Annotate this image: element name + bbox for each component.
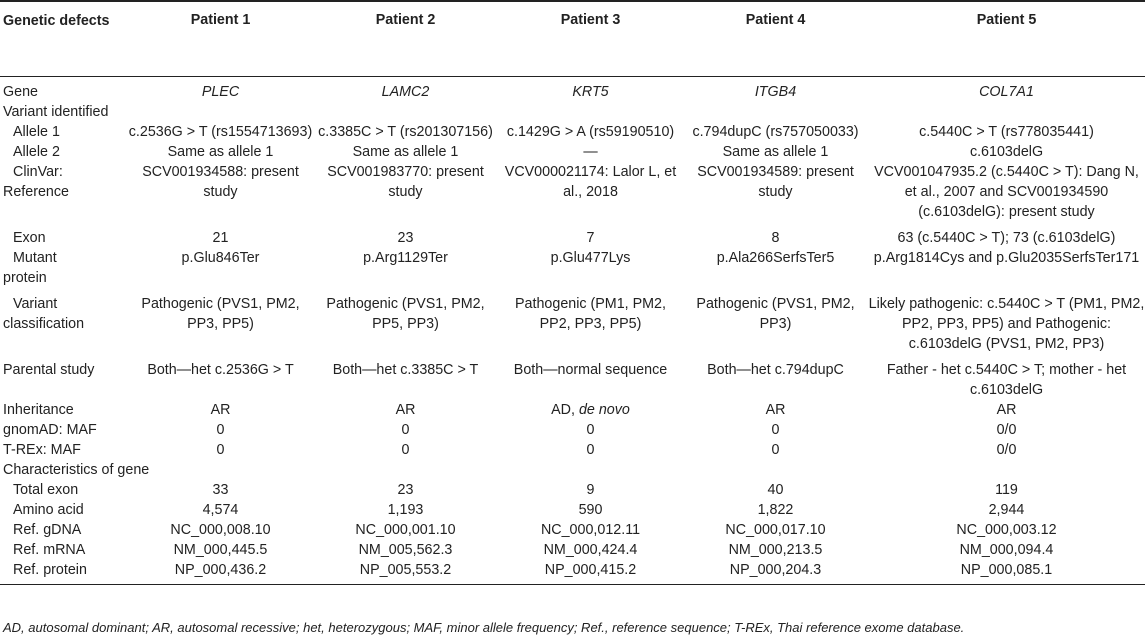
cell: NC_000,017.10 — [725, 522, 826, 538]
row-label: Exon — [13, 230, 46, 246]
cell: Pathogenic (PM1, PM2, PP2, PP3, PP5) — [515, 296, 666, 332]
cell: Pathogenic (PVS1, PM2, PP5, PP3) — [326, 296, 485, 332]
row-label: Allele 2 — [13, 144, 60, 160]
table-row-trex — [0, 440, 1145, 460]
cell: NM_000,094.4 — [959, 542, 1054, 558]
cell: 7 — [586, 230, 595, 246]
cell: Both—normal sequence — [513, 362, 668, 378]
header-patient-3: Patient 3 — [498, 1, 683, 77]
table-row-parental-study — [0, 354, 1145, 400]
cell: c.1429G > A (rs59190510) — [506, 124, 675, 140]
cell: p.Glu477Lys — [550, 250, 631, 266]
inheritance-de-novo: de novo — [578, 402, 630, 418]
table-row-variant-identified — [0, 102, 1145, 122]
row-label — [0, 162, 128, 222]
cell: AR — [210, 402, 231, 418]
cell: 8 — [771, 230, 780, 246]
cell: NC_000,012.11 — [540, 522, 641, 538]
header-patient-1: Patient 1 — [128, 1, 313, 77]
cell: 119 — [995, 482, 1018, 498]
row-label: Ref. gDNA — [13, 522, 82, 538]
cell: Likely pathogenic: c.5440C > T (PM1, PM2, PP2, PP3, PP5) and Pathogenic: c.6103delG (PVS1, PM2, PP3) — [868, 296, 1145, 352]
cell: NM_000,213.5 — [728, 542, 823, 558]
row-label: Amino acid — [13, 502, 84, 518]
cell: NC_000,003.12 — [956, 522, 1057, 538]
row-label: T-REx: MAF — [3, 442, 81, 458]
cell: c.6103delG — [969, 144, 1044, 160]
cell: 63 (c.5440C > T); 73 (c.6103delG) — [897, 230, 1116, 246]
cell: COL7A1 — [979, 84, 1034, 100]
cell: 590 — [578, 502, 603, 518]
cell: 0 — [771, 422, 780, 438]
cell: 0 — [771, 442, 780, 458]
cell: SCV001934589: present study — [697, 164, 854, 200]
cell: Both—het c.794dupC — [707, 362, 844, 378]
table-row-characteristics — [0, 460, 1145, 480]
header-row — [0, 1, 1145, 77]
table-row-exon — [0, 222, 1145, 248]
protein-label: protein — [3, 270, 47, 286]
cell: VCV001047935.2 (c.5440C > T): Dang N, et al., 2007 and SCV001934590 (c.6103delG): present study — [874, 164, 1139, 220]
table-row-inheritance — [0, 400, 1145, 420]
cell: Same as allele 1 — [352, 144, 459, 160]
cell: 23 — [397, 482, 414, 498]
cell: NP_000,436.2 — [128, 560, 313, 585]
cell: Both—het c.3385C > T — [332, 362, 479, 378]
cell: 4,574 — [202, 502, 239, 518]
cell: 0/0 — [996, 422, 1017, 438]
cell: 0 — [586, 422, 595, 438]
table-row-gene — [0, 77, 1145, 103]
cell: 23 — [397, 230, 414, 246]
cell: PLEC — [201, 84, 240, 100]
cell: NP_000,085.1 — [868, 560, 1145, 585]
cell: NC_000,008.10 — [170, 522, 271, 538]
table-row-mutant-protein — [0, 248, 1145, 288]
cell: Pathogenic (PVS1, PM2, PP3) — [696, 296, 855, 332]
header-patient-2: Patient 2 — [313, 1, 498, 77]
cell: 0 — [401, 442, 410, 458]
row-label — [0, 288, 128, 354]
cell: 0 — [216, 422, 225, 438]
cell: NP_000,204.3 — [683, 560, 868, 585]
cell: c.2536G > T (rs1554713693) — [128, 124, 313, 140]
cell: SCV001983770: present study — [327, 164, 484, 200]
cell: 1,193 — [387, 502, 424, 518]
header-row-label: Genetic defects — [0, 1, 128, 77]
cell: — — [583, 144, 598, 160]
inheritance-mode: AD, — [551, 402, 579, 418]
row-label: gnomAD: MAF — [3, 422, 97, 438]
cell: 33 — [212, 482, 229, 498]
cell: 0 — [216, 442, 225, 458]
cell: VCV000021174: Lalor L, et al., 2018 — [504, 164, 677, 200]
cell: NC_000,001.10 — [355, 522, 456, 538]
cell: 2,944 — [988, 502, 1025, 518]
cell: 1,822 — [757, 502, 794, 518]
table-row-allele2 — [0, 142, 1145, 162]
cell: 0 — [401, 422, 410, 438]
cell: Father - het c.5440C > T; mother - het c.6103delG — [886, 362, 1127, 398]
row-label: Inheritance — [3, 402, 74, 418]
section-label: Variant identified — [3, 104, 109, 120]
cell: 9 — [586, 482, 595, 498]
section-label: Characteristics of gene — [3, 462, 150, 478]
cell: KRT5 — [572, 84, 609, 100]
cell: NP_005,553.2 — [313, 560, 498, 585]
cell: c.3385C > T (rs201307156) — [318, 124, 493, 140]
cell: p.Arg1129Ter — [363, 250, 448, 266]
cell: AR — [996, 402, 1017, 418]
table-row-ref-mrna — [0, 540, 1145, 560]
cell: ITGB4 — [754, 84, 797, 100]
table-row-ref-gdna — [0, 520, 1145, 540]
cell: NM_000,445.5 — [173, 542, 268, 558]
cell: Same as allele 1 — [167, 144, 274, 160]
cell: NM_005,562.3 — [358, 542, 453, 558]
table-row-amino-acid — [0, 500, 1145, 520]
cell: NM_000,424.4 — [543, 542, 638, 558]
clinvar-label: ClinVar: — [13, 164, 63, 180]
row-label: Ref. mRNA — [13, 542, 86, 558]
classification-label: classification — [3, 316, 85, 332]
table-row-variant-classification — [0, 288, 1145, 354]
table-footnote: AD, autosomal dominant; AR, autosomal recessive; het, heterozygous; MAF, minor allele frequency; Ref., reference sequence; T-REx, Thai reference exome database. — [3, 620, 965, 635]
row-label: Allele 1 — [13, 124, 60, 140]
cell: p.Ala266SerfsTer5 — [716, 250, 835, 266]
cell: p.Glu846Ter — [181, 250, 260, 266]
table-row-allele1 — [0, 122, 1145, 142]
cell: NP_000,415.2 — [498, 560, 683, 585]
variant-label: Variant — [13, 296, 58, 312]
mutant-label: Mutant — [13, 250, 57, 266]
cell: 0 — [586, 442, 595, 458]
cell: 0/0 — [996, 442, 1017, 458]
cell: c.5440C > T (rs778035441) — [919, 124, 1094, 140]
cell: c.794dupC (rs757050033) — [692, 124, 859, 140]
row-label: Ref. protein — [0, 560, 128, 585]
table-row-total-exon — [0, 480, 1145, 500]
cell — [498, 400, 683, 420]
table-row-ref-protein — [0, 560, 1145, 585]
cell: 21 — [212, 230, 229, 246]
cell: Pathogenic (PVS1, PM2, PP3, PP5) — [141, 296, 300, 332]
row-label — [0, 248, 128, 288]
cell: Same as allele 1 — [722, 144, 829, 160]
row-label: Gene — [3, 84, 38, 100]
table-row-clinvar — [0, 162, 1145, 222]
cell: p.Arg1814Cys and p.Glu2035SerfsTer171 — [873, 250, 1140, 266]
header-patient-4: Patient 4 — [683, 1, 868, 77]
table-row-gnomad — [0, 420, 1145, 440]
cell: AR — [765, 402, 786, 418]
cell: LAMC2 — [381, 84, 430, 100]
row-label: Total exon — [13, 482, 79, 498]
cell: Both—het c.2536G > T — [147, 362, 294, 378]
cell: 40 — [767, 482, 784, 498]
row-label: Parental study — [3, 362, 95, 378]
cell: SCV001934588: present study — [142, 164, 299, 200]
header-patient-5: Patient 5 — [868, 1, 1145, 77]
cell: AR — [395, 402, 416, 418]
reference-label: Reference — [3, 184, 69, 200]
